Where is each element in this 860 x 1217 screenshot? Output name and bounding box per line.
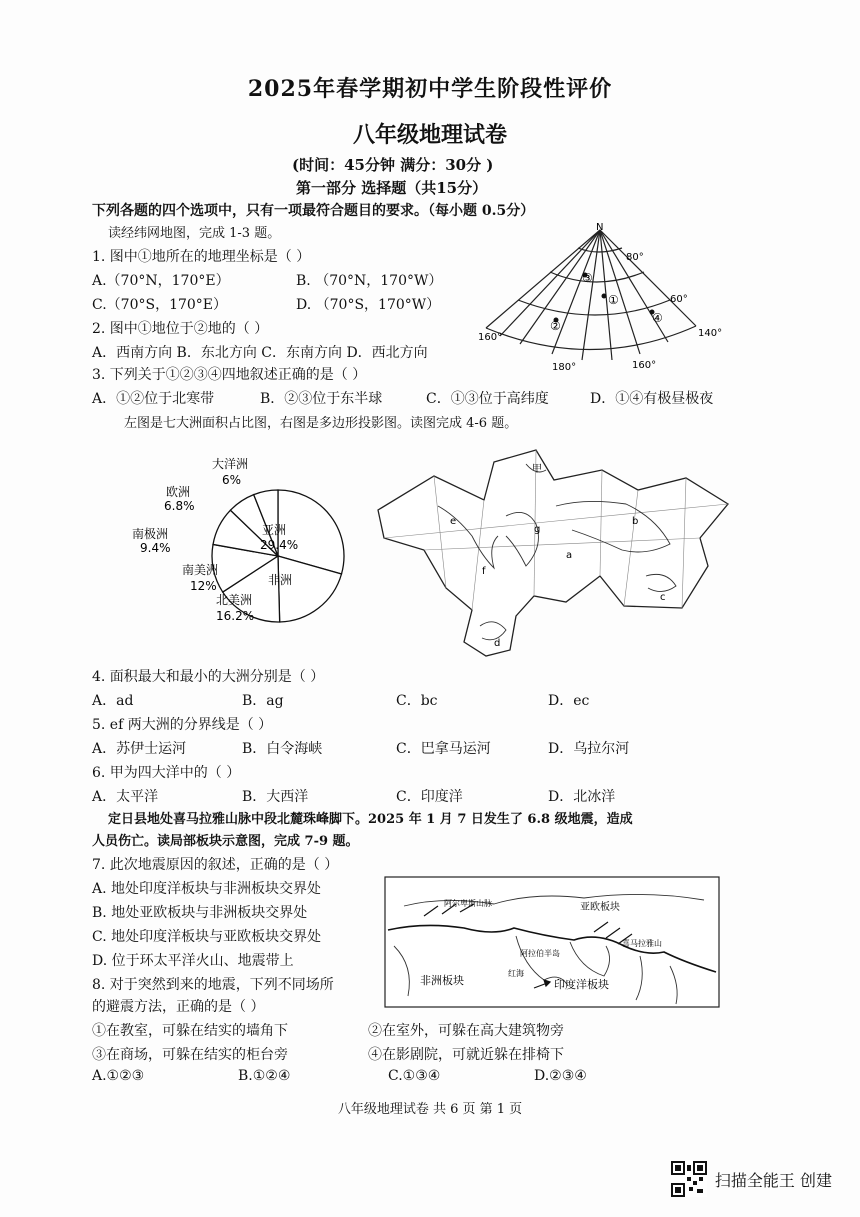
q4-option-a: A．ad: [92, 693, 134, 709]
time-info: (时间：45分钟 满分：30分 ): [292, 156, 494, 174]
scanner-watermark: [671, 1161, 832, 1197]
q8-option-b: B.①②④: [238, 1068, 291, 1084]
q8-choice-3: ③在商场，可躲在结实的柜台旁: [92, 1047, 288, 1063]
label-red-sea: 红海: [508, 969, 524, 978]
q1-stem: 1. 图中①地所在的地理坐标是（ ）: [92, 249, 311, 265]
q6-option-a: A．太平洋: [92, 789, 159, 805]
scanner-text: 扫描全能王 创建: [714, 1170, 832, 1190]
continent-area-pie: [130, 448, 366, 638]
q6-option-b: B．大西洋: [242, 789, 309, 805]
q6-option-c: C．印度洋: [396, 789, 463, 805]
q5-option-d: D．乌拉尔河: [548, 741, 630, 757]
q1-option-c: C.（70°S，170°E）: [92, 297, 228, 313]
intro-1-3: 读经纬网地图，完成 1-3 题。: [108, 226, 281, 241]
lon-180-label: 180°: [552, 362, 577, 372]
exam-subtitle: 八年级地理试卷: [352, 122, 507, 148]
q3-option-d: D．①④有极昼极夜: [590, 391, 714, 407]
label-d: d: [494, 638, 501, 649]
label-north-america-pct: 16.2%: [216, 609, 255, 623]
label-oceania: 大洋洲: [212, 457, 249, 471]
plate-boundary-map: [384, 876, 720, 1008]
q5-option-b: B．白令海峡: [242, 741, 323, 757]
q7-option-d: D. 位于环太平洋火山、地震带上: [92, 953, 294, 969]
q7-stem: 7. 此次地震原因的叙述，正确的是（ ）: [92, 857, 339, 873]
q8-choice-1: ①在教室，可躲在结实的墙角下: [92, 1023, 288, 1039]
label-asia-pct: 29.4%: [260, 538, 299, 552]
label-antarctica: 南极洲: [132, 527, 169, 541]
lat-80-label: 80°: [626, 252, 644, 263]
intro-4-6: 左图是七大洲面积占比图，右图是多边形投影图。读图完成 4-6 题。: [124, 416, 518, 431]
label-g: g: [534, 524, 541, 535]
point-4-label: ④: [652, 311, 663, 325]
point-1-dot: [602, 294, 607, 299]
exam-title: 2025年春学期初中学生阶段性评价: [247, 76, 613, 102]
qr-code-icon: [671, 1161, 707, 1197]
label-c: c: [660, 592, 666, 603]
q8-stem-line1: 8. 对于突然到来的地震，下列不同场所: [92, 977, 334, 993]
polar-graticule-map: [478, 222, 728, 372]
section-heading: 第一部分 选择题（共15分）: [296, 179, 488, 197]
intro-7-9-line1: 定日县地处喜马拉雅山脉中段北麓珠峰脚下。2025 年 1 月 7 日发生了 6.8 级地震，造成: [108, 812, 633, 827]
polyhedral-projection-map: [376, 446, 732, 660]
q7-option-b: B. 地处亚欧板块与非洲板块交界处: [92, 905, 308, 921]
q1-option-d: D. （70°S，170°W）: [296, 297, 441, 313]
label-e: e: [450, 516, 457, 527]
instruction: 下列各题的四个选项中，只有一项最符合题目的要求。（每小题 0.5分）: [92, 203, 535, 219]
q6-stem: 6. 甲为四大洋中的（ ）: [92, 765, 241, 781]
q2-options: A．西南方向 B．东北方向 C．东南方向 D．西北方向: [92, 345, 428, 361]
lon-160w-label: 160°: [478, 332, 503, 343]
label-africa: 非洲: [268, 573, 293, 587]
q7-option-a: A. 地处印度洋板块与非洲板块交界处: [92, 881, 322, 897]
q8-stem-line2: 的避震方法，正确的是（ ）: [92, 999, 265, 1015]
label-himalaya: 喜马拉雅山: [622, 939, 662, 948]
point-1-label: ①: [608, 293, 619, 307]
q8-option-a: A.①②③: [92, 1068, 145, 1084]
lat-60-label: 60°: [670, 294, 688, 305]
q5-option-c: C．巴拿马运河: [396, 741, 491, 757]
label-jia: 甲: [532, 464, 542, 475]
label-antarctica-pct: 9.4%: [140, 541, 171, 555]
page-footer: 八年级地理试卷 共 6 页 第 1 页: [337, 1102, 523, 1117]
q8-choice-4: ④在影剧院，可就近躲在排椅下: [368, 1047, 564, 1063]
q2-stem: 2. 图中①地位于②地的（ ）: [92, 321, 269, 337]
label-asia: 亚洲: [262, 523, 287, 537]
point-3-label: ③: [582, 271, 593, 285]
label-south-america: 南美洲: [182, 563, 219, 577]
label-arabian-peninsula: 阿拉伯半岛: [520, 949, 560, 958]
q1-option-a: A.（70°N，170°E）: [92, 273, 230, 289]
q8-option-d: D.②③④: [534, 1068, 587, 1084]
label-a: a: [566, 550, 573, 561]
q1-option-b: B. （70°N，170°W）: [296, 273, 443, 289]
q3-option-b: B．②③位于东半球: [260, 391, 383, 407]
label-eurasian-plate: 亚欧板块: [580, 902, 620, 913]
q3-stem: 3. 下列关于①②③④四地叙述正确的是（ ）: [92, 367, 367, 383]
q5-option-a: A．苏伊士运河: [92, 741, 187, 757]
label-indian-plate: 印度洋板块: [554, 978, 609, 991]
q3-option-a: A．①②位于北寒带: [92, 391, 215, 407]
label-oceania-pct: 6%: [222, 473, 242, 487]
lon-160-label: 160°: [632, 360, 657, 371]
q4-option-d: D．ec: [548, 693, 590, 709]
label-f: f: [482, 566, 486, 577]
lon-140-label: 140°: [698, 328, 723, 339]
q8-option-c: C.①③④: [388, 1068, 441, 1084]
q5-stem: 5. ef 两大洲的分界线是（ ）: [92, 717, 273, 733]
q7-option-c: C. 地处印度洋板块与亚欧板块交界处: [92, 929, 322, 945]
point-2-label: ②: [550, 319, 561, 333]
q6-option-d: D．北冰洋: [548, 789, 616, 805]
label-europe-pct: 6.8%: [164, 499, 195, 513]
intro-7-9-line2: 人员伤亡。读局部板块示意图，完成 7-9 题。: [92, 834, 359, 849]
label-alps: 阿尔卑斯山脉: [444, 899, 492, 908]
q3-option-c: C．①③位于高纬度: [426, 391, 549, 407]
label-african-plate: 非洲板块: [420, 974, 464, 987]
q4-option-b: B．ag: [242, 693, 284, 709]
q4-stem: 4. 面积最大和最小的大洲分别是（ ）: [92, 669, 325, 685]
q8-choice-2: ②在室外，可躲在高大建筑物旁: [368, 1023, 564, 1039]
north-label: N: [596, 222, 604, 233]
label-south-america-pct: 12%: [190, 579, 217, 593]
q4-option-c: C．bc: [396, 693, 438, 709]
label-north-america: 北美洲: [216, 593, 253, 607]
label-b: b: [632, 516, 639, 527]
label-europe: 欧洲: [166, 485, 191, 499]
